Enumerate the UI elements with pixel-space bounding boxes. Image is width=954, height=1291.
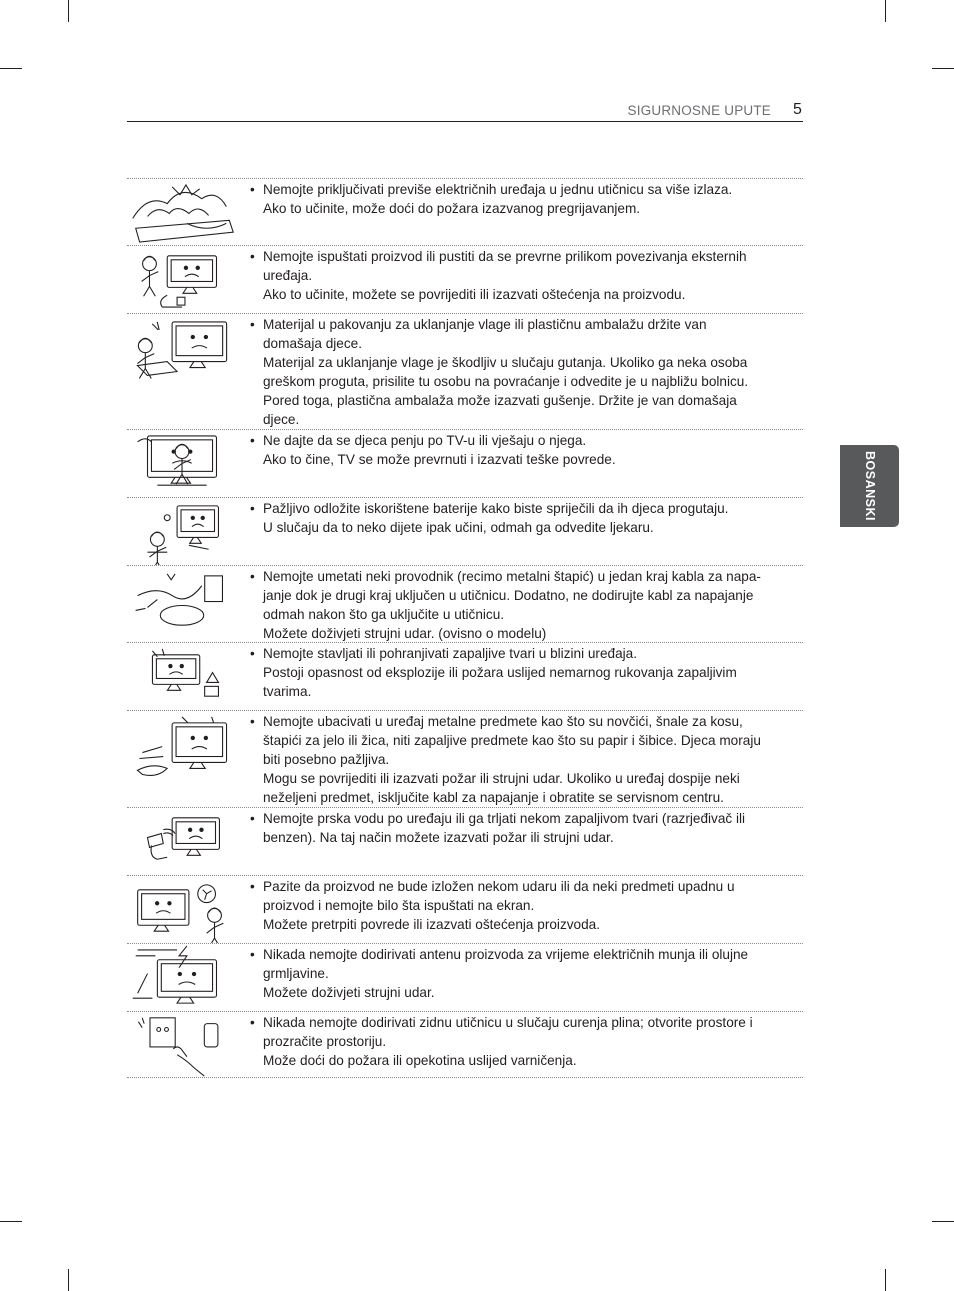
safety-text-line: Nemojte ispuštati proizvod ili pustiti da se prevrne prilikom povezivanja eksternih bbox=[263, 249, 747, 264]
safety-text bbox=[250, 498, 790, 537]
bullet: • bbox=[250, 317, 255, 332]
safety-row bbox=[127, 710, 803, 807]
safety-text-line: Pažljivo odložite iskorištene baterije kako biste spriječili da ih djeca progutaju. bbox=[263, 501, 729, 516]
safety-row bbox=[127, 642, 803, 710]
crop-mark bbox=[885, 1269, 886, 1291]
gas-leak-outlet-icon bbox=[127, 1012, 237, 1077]
safety-text-line: Nemojte stavljati ili pohranjivati zapaljive tvari u blizini uređaja. bbox=[263, 646, 638, 661]
bullet: • bbox=[250, 714, 255, 729]
child-pulling-tv-icon bbox=[127, 246, 237, 313]
bullet: • bbox=[250, 249, 255, 264]
safety-text-line: Nikada nemojte dodirivati zidnu utičnicu u slučaju curenja plina; otvorite prostore i bbox=[263, 1015, 753, 1030]
safety-text bbox=[250, 566, 790, 643]
safety-row bbox=[127, 178, 803, 245]
bullet: • bbox=[250, 1015, 255, 1030]
safety-instructions-list bbox=[127, 178, 803, 1078]
safety-text-line: Materijal u pakovanju za uklanjanje vlage ili plastičnu ambalažu držite van bbox=[263, 317, 707, 332]
safety-text-line: benzen). Na taj način možete izazvati požar ili strujni udar. bbox=[263, 830, 614, 845]
safety-text-line: Možete doživjeti strujni udar. (ovisno o modelu) bbox=[263, 626, 547, 641]
header-rule bbox=[127, 121, 803, 122]
crop-mark bbox=[68, 0, 69, 22]
spray-water-tv-icon bbox=[127, 808, 237, 875]
safety-text bbox=[250, 643, 790, 701]
safety-text bbox=[250, 246, 790, 304]
section-title: SIGURNOSNE UPUTE bbox=[627, 103, 771, 118]
safety-row bbox=[127, 429, 803, 497]
safety-row bbox=[127, 245, 803, 313]
safety-text-line: Ako to učinite, možete se povrijediti ili izazvati oštećenja na proizvodu. bbox=[263, 287, 686, 302]
overloaded-outlet-icon bbox=[127, 179, 237, 245]
safety-text bbox=[250, 314, 790, 429]
bullet: • bbox=[250, 646, 255, 661]
safety-row bbox=[127, 497, 803, 565]
safety-text-line: odmah nakon što ga uključite u utičnicu. bbox=[263, 607, 505, 622]
safety-text-line: biti posebno pažljiva. bbox=[263, 752, 390, 767]
safety-text-line: prozračite prostoriju. bbox=[263, 1034, 387, 1049]
safety-text-line: djece. bbox=[263, 412, 300, 427]
safety-text-line: U slučaju da to neko dijete ipak učini, odmah ga odvedite ljekaru. bbox=[263, 520, 654, 535]
flammable-near-tv-icon bbox=[127, 643, 237, 710]
safety-text-line: Ne dajte da se djeca penju po TV-u ili vješaju o njega. bbox=[263, 433, 587, 448]
safety-row bbox=[127, 875, 803, 943]
child-climbing-tv-icon bbox=[127, 430, 237, 497]
safety-text bbox=[250, 808, 790, 847]
safety-text-line: tvarima. bbox=[263, 684, 312, 699]
safety-text-line: domašaja djece. bbox=[263, 336, 362, 351]
safety-row bbox=[127, 565, 803, 642]
bullet: • bbox=[250, 433, 255, 448]
crop-mark bbox=[0, 68, 22, 69]
safety-text-line: Postoji opasnost od eksplozije ili požara uslijed nemarnog rukovanja zapaljivim bbox=[263, 665, 737, 680]
crop-mark bbox=[932, 68, 954, 69]
safety-row bbox=[127, 1011, 803, 1078]
safety-text-line: Nikada nemojte dodirivati antenu proizvoda za vrijeme električnih munja ili olujne bbox=[263, 947, 749, 962]
child-packaging-icon bbox=[127, 314, 237, 429]
language-tab bbox=[840, 445, 899, 527]
language-tab-label: BOSANSKI bbox=[862, 451, 877, 521]
bullet: • bbox=[250, 811, 255, 826]
safety-text bbox=[250, 1012, 790, 1070]
safety-text-line: Nemojte prska vodu po uređaju ili ga trljati nekom zapaljivom tvari (razrjeđivač ili bbox=[263, 811, 746, 826]
safety-text bbox=[250, 179, 790, 218]
safety-text bbox=[250, 711, 790, 807]
safety-text-line: Možete pretrpiti povrede ili izazvati oštećenja proizvoda. bbox=[263, 917, 600, 932]
safety-text bbox=[250, 876, 790, 934]
crop-mark bbox=[68, 1269, 69, 1291]
safety-text-line: proizvod i nemojte bilo šta ispuštati na ekran. bbox=[263, 898, 535, 913]
safety-text-line: uređaja. bbox=[263, 268, 313, 283]
safety-text-line: Nemojte priključivati previše električnih uređaja u jednu utičnicu sa više izlaza. bbox=[263, 182, 733, 197]
bullet: • bbox=[250, 879, 255, 894]
safety-text-line: Možete doživjeti strujni udar. bbox=[263, 985, 435, 1000]
power-cable-conductor-icon bbox=[127, 566, 237, 642]
safety-text-line: Pored toga, plastična ambalaža može izazvati gušenje. Držite je van domašaja bbox=[263, 393, 737, 408]
safety-text-line: grmljavine. bbox=[263, 966, 329, 981]
safety-row bbox=[127, 943, 803, 1011]
bullet: • bbox=[250, 569, 255, 584]
crop-mark bbox=[932, 1221, 954, 1222]
safety-text bbox=[250, 944, 790, 1002]
safety-text-line: Nemojte umetati neki provodnik (recimo metalni štapić) u jedan kraj kabla za napa- bbox=[263, 569, 761, 584]
bullet: • bbox=[250, 947, 255, 962]
metal-objects-tv-icon bbox=[127, 711, 237, 807]
safety-text-line: Ako to učinite, može doći do požara izazvanog pregrijavanjem. bbox=[263, 201, 641, 216]
crop-mark bbox=[885, 0, 886, 22]
safety-text-line: Ako to čine, TV se može prevrnuti i izazvati teške povrede. bbox=[263, 452, 616, 467]
safety-text-line: Nemojte ubacivati u uređaj metalne predmete kao što su novčići, šnale za kosu, bbox=[263, 714, 743, 729]
safety-row bbox=[127, 313, 803, 429]
safety-text-line: Može doći do požara ili opekotina uslijed varničenja. bbox=[263, 1053, 577, 1068]
safety-text bbox=[250, 430, 790, 469]
child-batteries-icon bbox=[127, 498, 237, 565]
safety-text-line: janje dok je drugi kraj uključen u utičnicu. Dodatno, ne dodirujte kabl za napajanje bbox=[263, 588, 754, 603]
ball-impact-tv-icon bbox=[127, 876, 237, 943]
safety-text-line: greškom proguta, prisilite tu osobu na povraćanje i odvedite je u najbližu bolnicu. bbox=[263, 374, 749, 389]
safety-text-line: štapići za jelo ili žica, niti zapaljive predmete kao što su papir i šibice. Djeca moraju bbox=[263, 733, 761, 748]
safety-text-line: Pazite da proizvod ne bude izložen nekom udaru ili da neki predmeti upadnu u bbox=[263, 879, 735, 894]
bullet: • bbox=[250, 182, 255, 197]
page-number: 5 bbox=[793, 101, 802, 118]
safety-text-line: Materijal za uklanjanje vlage je škodljiv u slučaju gutanja. Ukoliko ga neka osoba bbox=[263, 355, 748, 370]
safety-text-line: neželjeni predmet, isključite kabl za napajanje i obratite se servisnom centru. bbox=[263, 790, 724, 805]
crop-mark bbox=[0, 1221, 22, 1222]
safety-text-line: Mogu se povrijediti ili izazvati požar ili strujni udar. Ukoliko u uređaj dospije neki bbox=[263, 771, 740, 786]
bullet: • bbox=[250, 501, 255, 516]
lightning-antenna-icon bbox=[127, 944, 237, 1011]
safety-row bbox=[127, 807, 803, 875]
